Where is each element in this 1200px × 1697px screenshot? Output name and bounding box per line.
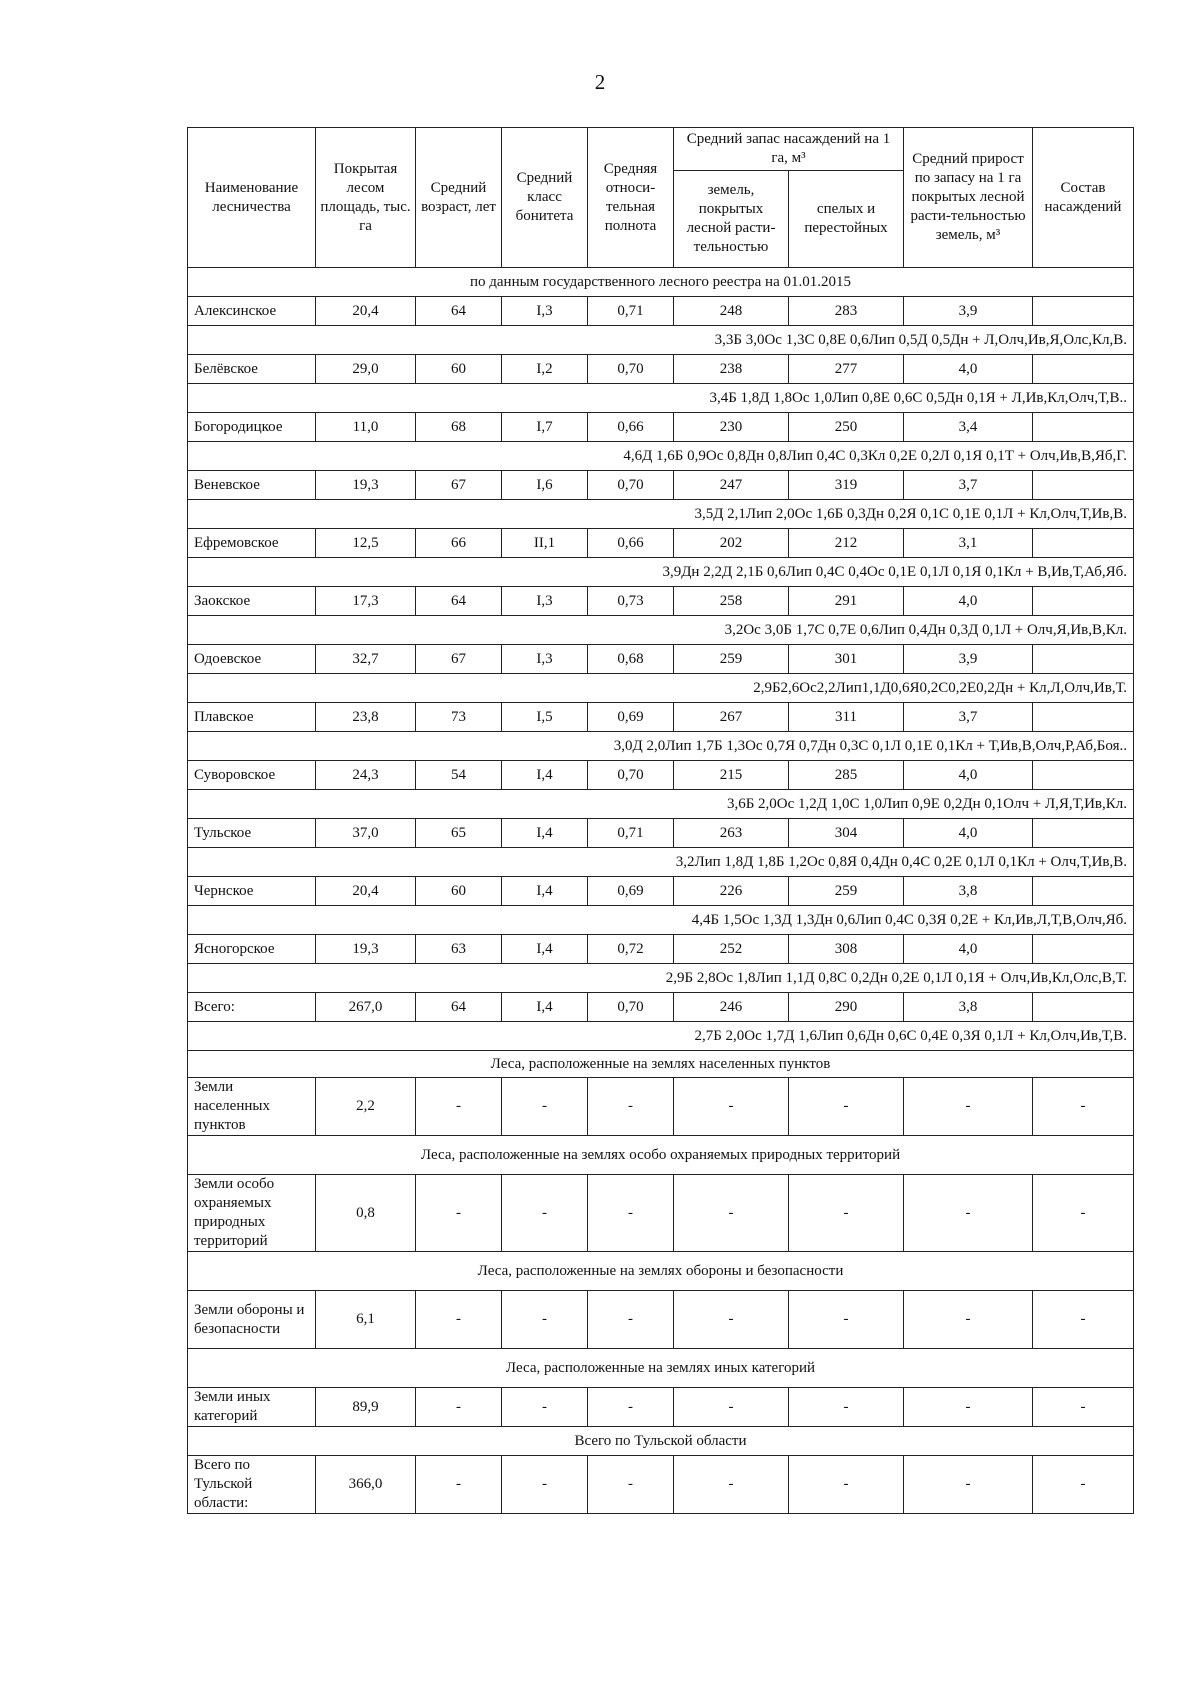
composition-empty-cell [1033, 935, 1134, 964]
forestry-name-cell: Белёвское [188, 355, 316, 384]
dash-cell: - [416, 1291, 502, 1349]
area-cell: 32,7 [316, 645, 416, 674]
mature-stock-cell: 250 [789, 413, 904, 442]
mature-stock-cell: 301 [789, 645, 904, 674]
composition-cell: 2,9Б 2,8Ос 1,8Лип 1,1Д 0,8С 0,2Дн 0,2Е 0,1Л 0,1Я + Олч,Ив,Кл,Олс,В,Т. [188, 964, 1134, 993]
age-cell: 73 [416, 703, 502, 732]
forestry-name-cell: Богородицкое [188, 413, 316, 442]
table-header [188, 128, 1134, 268]
density-cell: 0,66 [588, 529, 674, 558]
section-header-row [188, 1349, 1134, 1388]
dash-cell: - [502, 1291, 588, 1349]
area-cell: 17,3 [316, 587, 416, 616]
age-cell: 64 [416, 587, 502, 616]
table-row [188, 413, 1134, 442]
table-row [188, 935, 1134, 964]
area-cell: 11,0 [316, 413, 416, 442]
section-title: Леса, расположенные на землях населенных пунктов [188, 1051, 1134, 1078]
category-name-cell: Земли обороны и безопасности [188, 1291, 316, 1349]
table-row [188, 1175, 1134, 1252]
density-cell: 0,70 [588, 471, 674, 500]
table-row [188, 355, 1134, 384]
dash-cell: - [502, 1078, 588, 1136]
mature-stock-cell: 308 [789, 935, 904, 964]
header-density: Средняя относи-тельная полнота [588, 128, 674, 268]
age-cell: 65 [416, 819, 502, 848]
header-stock-covered: земель, покрытых лесной расти-тельностью [674, 171, 789, 268]
mature-stock-cell: 285 [789, 761, 904, 790]
forestry-name-cell: Алексинское [188, 297, 316, 326]
mature-stock-cell: 259 [789, 877, 904, 906]
growth-cell: 3,1 [904, 529, 1033, 558]
header-stock-group: Средний запас насаждений на 1 га, м³ [674, 128, 904, 171]
bonitet-cell: II,1 [502, 529, 588, 558]
dash-cell: - [904, 1456, 1033, 1514]
density-cell: 0,73 [588, 587, 674, 616]
section-registry: по данным государственного лесного реестра на 01.01.2015 [188, 268, 1134, 297]
composition-cell: 3,4Б 1,8Д 1,8Ос 1,0Лип 0,8Е 0,6С 0,5Дн 0,1Я + Л,Ив,Кл,Олч,Т,В.. [188, 384, 1134, 413]
growth-cell: 3,7 [904, 703, 1033, 732]
header-age: Средний возраст, лет [416, 128, 502, 268]
composition-empty-cell [1033, 413, 1134, 442]
header-composition: Состав насаждений [1033, 128, 1134, 268]
forestry-name-cell: Плавское [188, 703, 316, 732]
category-name-cell: Земли особо охраняемых природных территорий [188, 1175, 316, 1252]
mature-stock-cell: 304 [789, 819, 904, 848]
forestry-name-cell: Веневское [188, 471, 316, 500]
table-row [188, 819, 1134, 848]
area-cell: 0,8 [316, 1175, 416, 1252]
area-cell: 366,0 [316, 1456, 416, 1514]
composition-row [188, 500, 1134, 529]
table-row [188, 297, 1134, 326]
bonitet-cell: I,3 [502, 297, 588, 326]
composition-row [188, 790, 1134, 819]
age-cell: 60 [416, 877, 502, 906]
bonitet-cell: I,4 [502, 819, 588, 848]
dash-cell: - [904, 1078, 1033, 1136]
table-row [188, 471, 1134, 500]
dash-cell: - [789, 1078, 904, 1136]
mature-stock-cell: 291 [789, 587, 904, 616]
section-header-row [188, 1427, 1134, 1456]
table-row [188, 1388, 1134, 1427]
header-bonitet: Средний класс бонитета [502, 128, 588, 268]
category-name-cell: Всего по Тульской области: [188, 1456, 316, 1514]
growth-cell: 4,0 [904, 935, 1033, 964]
bonitet-cell: I,4 [502, 935, 588, 964]
composition-cell: 3,0Д 2,0Лип 1,7Б 1,3Ос 0,7Я 0,7Дн 0,3С 0,1Л 0,1Е 0,1Кл + Т,Ив,В,Олч,Р,Аб,Боя.. [188, 732, 1134, 761]
forestry-name-cell: Одоевское [188, 645, 316, 674]
dash-cell: - [789, 1388, 904, 1427]
header-growth: Средний прирост по запасу на 1 га покрытых лесной расти-тельностью земель, м³ [904, 128, 1033, 268]
dash-cell: - [674, 1388, 789, 1427]
stock-cell: 259 [674, 645, 789, 674]
dash-cell: - [674, 1291, 789, 1349]
growth-cell: 3,4 [904, 413, 1033, 442]
table-body [188, 268, 1134, 1514]
table-row [188, 761, 1134, 790]
bonitet-cell: I,4 [502, 877, 588, 906]
dash-cell: - [416, 1388, 502, 1427]
composition-empty-cell [1033, 471, 1134, 500]
dash-cell: - [502, 1388, 588, 1427]
area-cell: 29,0 [316, 355, 416, 384]
forestry-name-cell: Всего: [188, 993, 316, 1022]
section-title: Леса, расположенные на землях иных категорий [188, 1349, 1134, 1388]
dash-cell: - [1033, 1291, 1134, 1349]
growth-cell: 4,0 [904, 587, 1033, 616]
composition-empty-cell [1033, 993, 1134, 1022]
growth-cell: 4,0 [904, 761, 1033, 790]
composition-empty-cell [1033, 703, 1134, 732]
bonitet-cell: I,4 [502, 993, 588, 1022]
bonitet-cell: I,3 [502, 645, 588, 674]
stock-cell: 267 [674, 703, 789, 732]
table-row [188, 993, 1134, 1022]
dash-cell: - [789, 1291, 904, 1349]
composition-row [188, 558, 1134, 587]
composition-row [188, 442, 1134, 471]
composition-row [188, 616, 1134, 645]
growth-cell: 3,7 [904, 471, 1033, 500]
composition-empty-cell [1033, 355, 1134, 384]
section-header-row [188, 1051, 1134, 1078]
stock-cell: 215 [674, 761, 789, 790]
table-row [188, 645, 1134, 674]
table-row [188, 877, 1134, 906]
section-title: Всего по Тульской области [188, 1427, 1134, 1456]
stock-cell: 252 [674, 935, 789, 964]
stock-cell: 247 [674, 471, 789, 500]
dash-cell: - [1033, 1175, 1134, 1252]
area-cell: 20,4 [316, 877, 416, 906]
age-cell: 67 [416, 471, 502, 500]
density-cell: 0,72 [588, 935, 674, 964]
forestry-name-cell: Ефремовское [188, 529, 316, 558]
dash-cell: - [1033, 1456, 1134, 1514]
mature-stock-cell: 283 [789, 297, 904, 326]
bonitet-cell: I,2 [502, 355, 588, 384]
composition-row [188, 906, 1134, 935]
composition-empty-cell [1033, 877, 1134, 906]
growth-cell: 3,9 [904, 645, 1033, 674]
forestry-name-cell: Суворовское [188, 761, 316, 790]
dash-cell: - [1033, 1078, 1134, 1136]
dash-cell: - [588, 1175, 674, 1252]
growth-cell: 4,0 [904, 819, 1033, 848]
composition-empty-cell [1033, 645, 1134, 674]
composition-cell: 4,6Д 1,6Б 0,9Ос 0,8Дн 0,8Лип 0,4С 0,3Кл 0,2Е 0,2Л 0,1Я 0,1Т + Олч,Ив,В,Яб,Г. [188, 442, 1134, 471]
composition-row [188, 848, 1134, 877]
header-name: Наименование лесничества [188, 128, 316, 268]
bonitet-cell: I,6 [502, 471, 588, 500]
composition-row [188, 326, 1134, 355]
table-row [188, 1456, 1134, 1514]
dash-cell: - [674, 1078, 789, 1136]
forestry-name-cell: Ясногорское [188, 935, 316, 964]
table-row [188, 587, 1134, 616]
dash-cell: - [588, 1388, 674, 1427]
dash-cell: - [588, 1078, 674, 1136]
bonitet-cell: I,7 [502, 413, 588, 442]
stock-cell: 202 [674, 529, 789, 558]
density-cell: 0,68 [588, 645, 674, 674]
forestry-name-cell: Заокское [188, 587, 316, 616]
header-stock-mature: спелых и перестойных [789, 171, 904, 268]
composition-empty-cell [1033, 529, 1134, 558]
density-cell: 0,70 [588, 993, 674, 1022]
section-title: Леса, расположенные на землях особо охраняемых природных территорий [188, 1136, 1134, 1175]
area-cell: 12,5 [316, 529, 416, 558]
composition-empty-cell [1033, 297, 1134, 326]
stock-cell: 230 [674, 413, 789, 442]
dash-cell: - [904, 1291, 1033, 1349]
dash-cell: - [789, 1456, 904, 1514]
density-cell: 0,69 [588, 877, 674, 906]
dash-cell: - [904, 1175, 1033, 1252]
stock-cell: 258 [674, 587, 789, 616]
table-row [188, 529, 1134, 558]
composition-cell: 2,7Б 2,0Ос 1,7Д 1,6Лип 0,6Дн 0,6С 0,4Е 0,3Я 0,1Л + Кл,Олч,Ив,Т,В. [188, 1022, 1134, 1051]
density-cell: 0,66 [588, 413, 674, 442]
composition-row [188, 732, 1134, 761]
area-cell: 23,8 [316, 703, 416, 732]
composition-empty-cell [1033, 819, 1134, 848]
age-cell: 67 [416, 645, 502, 674]
section-header-row [188, 1136, 1134, 1175]
density-cell: 0,70 [588, 761, 674, 790]
composition-cell: 4,4Б 1,5Ос 1,3Д 1,3Дн 0,6Лип 0,4С 0,3Я 0,2Е + Кл,Ив,Л,Т,В,Олч,Яб. [188, 906, 1134, 935]
composition-empty-cell [1033, 761, 1134, 790]
stock-cell: 246 [674, 993, 789, 1022]
composition-cell: 3,9Дн 2,2Д 2,1Б 0,6Лип 0,4С 0,4Ос 0,1Е 0,1Л 0,1Я 0,1Кл + В,Ив,Т,Аб,Яб. [188, 558, 1134, 587]
growth-cell: 4,0 [904, 355, 1033, 384]
growth-cell: 3,9 [904, 297, 1033, 326]
bonitet-cell: I,4 [502, 761, 588, 790]
mature-stock-cell: 319 [789, 471, 904, 500]
age-cell: 64 [416, 993, 502, 1022]
dash-cell: - [502, 1456, 588, 1514]
age-cell: 66 [416, 529, 502, 558]
area-cell: 6,1 [316, 1291, 416, 1349]
composition-empty-cell [1033, 587, 1134, 616]
dash-cell: - [416, 1175, 502, 1252]
growth-cell: 3,8 [904, 993, 1033, 1022]
mature-stock-cell: 290 [789, 993, 904, 1022]
age-cell: 64 [416, 297, 502, 326]
composition-cell: 3,2Ос 3,0Б 1,7С 0,7Е 0,6Лип 0,4Дн 0,3Д 0,1Л + Олч,Я,Ив,В,Кл. [188, 616, 1134, 645]
area-cell: 89,9 [316, 1388, 416, 1427]
stock-cell: 263 [674, 819, 789, 848]
mature-stock-cell: 277 [789, 355, 904, 384]
header-area: Покрытая лесом площадь, тыс. га [316, 128, 416, 268]
dash-cell: - [674, 1175, 789, 1252]
stock-cell: 226 [674, 877, 789, 906]
dash-cell: - [416, 1456, 502, 1514]
mature-stock-cell: 212 [789, 529, 904, 558]
bonitet-cell: I,5 [502, 703, 588, 732]
stock-cell: 238 [674, 355, 789, 384]
age-cell: 68 [416, 413, 502, 442]
age-cell: 63 [416, 935, 502, 964]
composition-row [188, 964, 1134, 993]
section-header-row [188, 1252, 1134, 1291]
area-cell: 267,0 [316, 993, 416, 1022]
dash-cell: - [502, 1175, 588, 1252]
dash-cell: - [1033, 1388, 1134, 1427]
bonitet-cell: I,3 [502, 587, 588, 616]
area-cell: 19,3 [316, 471, 416, 500]
stock-cell: 248 [674, 297, 789, 326]
composition-row [188, 674, 1134, 703]
dash-cell: - [789, 1175, 904, 1252]
composition-cell: 3,5Д 2,1Лип 2,0Ос 1,6Б 0,3Дн 0,2Я 0,1С 0,1Е 0,1Л + Кл,Олч,Т,Ив,В. [188, 500, 1134, 529]
table-row [188, 1078, 1134, 1136]
age-cell: 60 [416, 355, 502, 384]
table-row [188, 703, 1134, 732]
category-name-cell: Земли иных категорий [188, 1388, 316, 1427]
area-cell: 37,0 [316, 819, 416, 848]
density-cell: 0,71 [588, 819, 674, 848]
section-title: Леса, расположенные на землях обороны и безопасности [188, 1252, 1134, 1291]
table-row [188, 1291, 1134, 1349]
dash-cell: - [588, 1291, 674, 1349]
density-cell: 0,70 [588, 355, 674, 384]
category-name-cell: Земли населенных пунктов [188, 1078, 316, 1136]
area-cell: 19,3 [316, 935, 416, 964]
dash-cell: - [588, 1456, 674, 1514]
area-cell: 2,2 [316, 1078, 416, 1136]
dash-cell: - [416, 1078, 502, 1136]
area-cell: 20,4 [316, 297, 416, 326]
density-cell: 0,71 [588, 297, 674, 326]
composition-cell: 3,2Лип 1,8Д 1,8Б 1,2Ос 0,8Я 0,4Дн 0,4С 0,2Е 0,1Л 0,1Кл + Олч,Т,Ив,В. [188, 848, 1134, 877]
composition-cell: 3,3Б 3,0Ос 1,3С 0,8Е 0,6Лип 0,5Д 0,5Дн + Л,Олч,Ив,Я,Олс,Кл,В. [188, 326, 1134, 355]
forestry-name-cell: Чернское [188, 877, 316, 906]
dash-cell: - [674, 1456, 789, 1514]
area-cell: 24,3 [316, 761, 416, 790]
forestry-name-cell: Тульское [188, 819, 316, 848]
composition-row [188, 1022, 1134, 1051]
composition-cell: 2,9Б2,6Ос2,2Лип1,1Д0,6Я0,2С0,2Е0,2Дн + Кл,Л,Олч,Ив,Т. [188, 674, 1134, 703]
composition-row [188, 384, 1134, 413]
forestry-table [187, 127, 1134, 1514]
mature-stock-cell: 311 [789, 703, 904, 732]
dash-cell: - [904, 1388, 1033, 1427]
composition-cell: 3,6Б 2,0Ос 1,2Д 1,0С 1,0Лип 0,9Е 0,2Дн 0,1Олч + Л,Я,Т,Ив,Кл. [188, 790, 1134, 819]
page-number: 2 [594, 70, 606, 94]
age-cell: 54 [416, 761, 502, 790]
density-cell: 0,69 [588, 703, 674, 732]
growth-cell: 3,8 [904, 877, 1033, 906]
